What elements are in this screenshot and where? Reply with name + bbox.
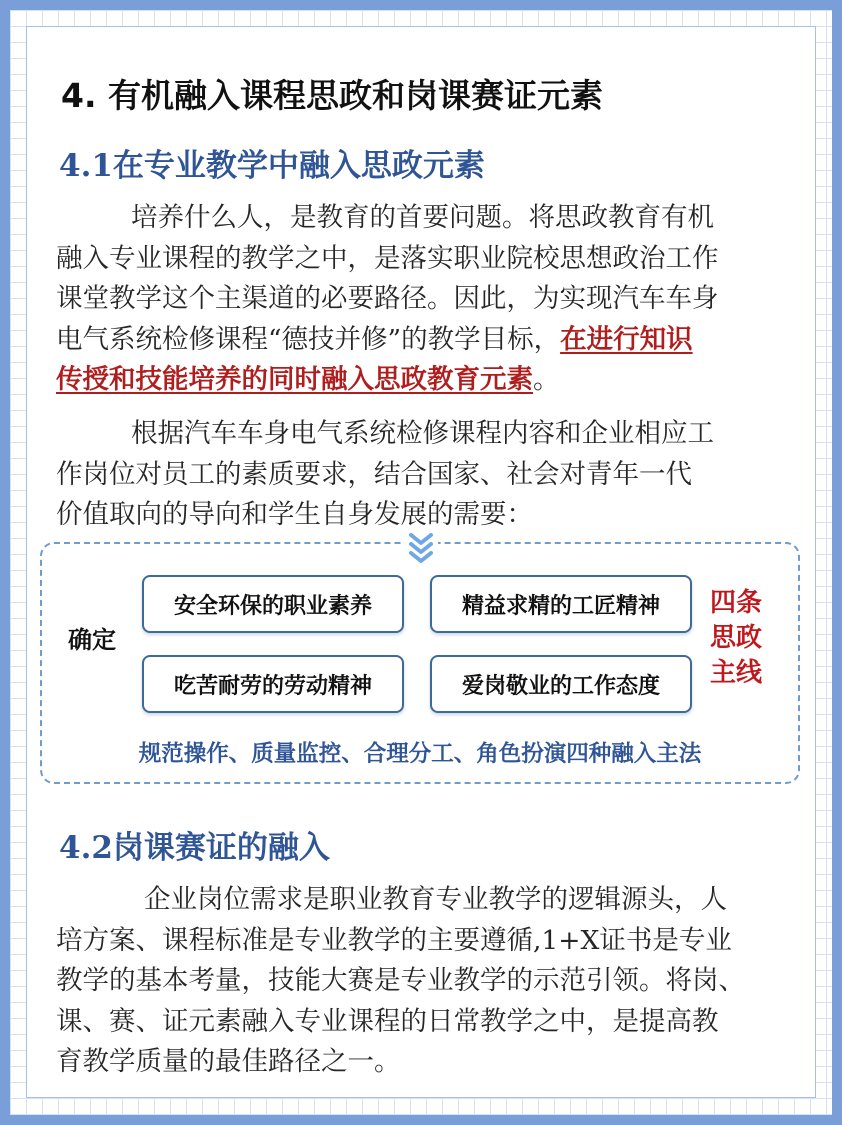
section-2-paragraph — [56, 880, 788, 1083]
main-lines-label — [710, 586, 774, 691]
text-line — [56, 360, 788, 401]
text-line: 根据汽车车身电气系统检修课程内容和企业相应工 — [131, 418, 714, 449]
section-1-title: 4.1在专业教学中融入思政元素 — [59, 148, 485, 184]
text-line: 育教学质量的最佳路径之一。 — [56, 1046, 401, 1077]
text-line: 课、赛、证元素融入专业课程的日常教学之中，是提高教 — [56, 1005, 719, 1037]
text-line: 培方案、课程标准是专业教学的主要遵循,1+X证书是专业 — [56, 924, 732, 956]
chevron-down-icon — [404, 530, 438, 564]
text-line: 价值取向的导向和学生自身发展的需要： — [56, 499, 533, 530]
text-line-part: 。 — [533, 364, 560, 395]
text-line: 课堂教学这个主渠道的必要路径。因此，为实现汽车车身 — [56, 283, 719, 314]
section-1-paragraph-1 — [56, 198, 788, 401]
integration-methods: 规范操作、质量监控、合理分工、角色扮演四种融入主法 — [138, 741, 702, 767]
main-lines-label-line: 思政 — [710, 623, 763, 653]
diagram-item: 安全环保的职业素养 — [142, 575, 404, 633]
text-line: 作岗位对员工的素质要求，结合国家、社会对青年一代 — [56, 458, 692, 490]
text-line-part: 电气系统检修课程“德技并修”的教学目标， — [56, 323, 561, 355]
highlighted-text: 传授和技能培养的同时融入思政教育元素 — [56, 364, 533, 395]
text-line: 融入专业课程的教学之中，是落实职业院校思想政治工作 — [56, 242, 719, 274]
diagram-item: 爱岗敬业的工作态度 — [430, 655, 692, 713]
text-line — [56, 320, 788, 361]
main-lines-label-line: 主线 — [710, 658, 763, 688]
highlighted-text: 在进行知识 — [560, 323, 693, 355]
diagram-item: 吃苦耐劳的劳动精神 — [142, 655, 404, 713]
main-lines-label-line: 四条 — [710, 588, 763, 618]
diagram-item: 精益求精的工匠精神 — [430, 575, 692, 633]
page-title: 4. 有机融入课程思政和岗课赛证元素 — [61, 76, 603, 115]
text-line: 教学的基本考量，技能大赛是专业教学的示范引领。将岗、 — [56, 965, 745, 996]
section-1-paragraph-2 — [56, 414, 788, 536]
text-line: 培养什么人，是教育的首要问题。将思政教育有机 — [131, 202, 714, 233]
confirm-label: 确定 — [68, 626, 116, 654]
section-2-title: 4.2岗课赛证的融入 — [59, 830, 330, 866]
text-line: 企业岗位需求是职业教育专业教学的逻辑源头，人 — [144, 884, 727, 915]
